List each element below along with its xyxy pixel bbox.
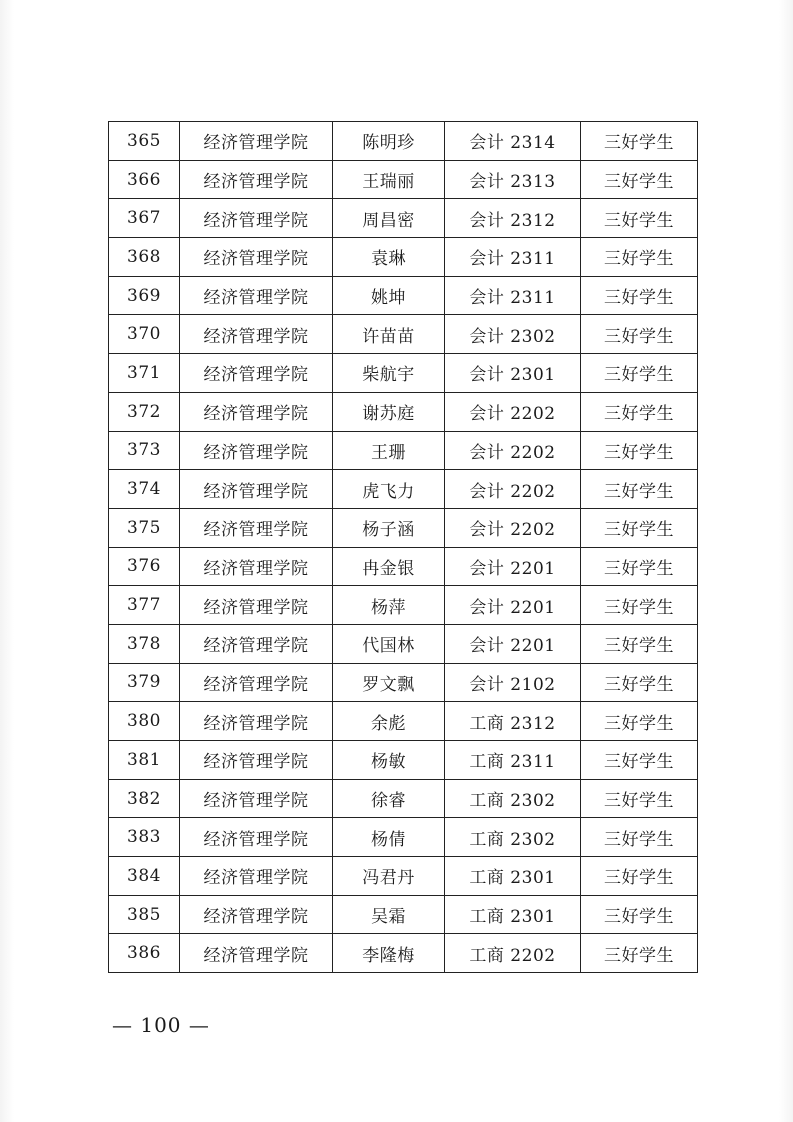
class-cell: 会计 2202 — [445, 431, 581, 470]
table-row — [109, 895, 698, 934]
row-number-cell: 373 — [109, 431, 180, 470]
student-name-cell: 王瑞丽 — [333, 160, 445, 199]
table-row — [109, 818, 698, 857]
class-cell: 工商 2302 — [445, 779, 581, 818]
class-cell: 会计 2201 — [445, 624, 581, 663]
table-row — [109, 315, 698, 354]
student-name-cell: 袁琳 — [333, 238, 445, 277]
row-number-cell: 383 — [109, 818, 180, 857]
student-name-cell: 罗文飘 — [333, 663, 445, 702]
award-cell: 三好学生 — [581, 354, 698, 393]
table-row — [109, 702, 698, 741]
student-name-cell: 周昌密 — [333, 199, 445, 238]
award-cell: 三好学生 — [581, 895, 698, 934]
row-number-cell: 369 — [109, 276, 180, 315]
college-cell: 经济管理学院 — [180, 895, 333, 934]
row-number-cell: 370 — [109, 315, 180, 354]
student-name-cell: 冉金银 — [333, 547, 445, 586]
award-cell: 三好学生 — [581, 160, 698, 199]
student-award-table — [108, 121, 698, 973]
college-cell: 经济管理学院 — [180, 199, 333, 238]
award-cell: 三好学生 — [581, 547, 698, 586]
award-cell: 三好学生 — [581, 818, 698, 857]
row-number-cell: 381 — [109, 741, 180, 780]
row-number-cell: 384 — [109, 857, 180, 896]
table-row — [109, 547, 698, 586]
award-cell: 三好学生 — [581, 586, 698, 625]
student-name-cell: 姚坤 — [333, 276, 445, 315]
college-cell: 经济管理学院 — [180, 470, 333, 509]
table-row — [109, 276, 698, 315]
class-cell: 工商 2311 — [445, 741, 581, 780]
college-cell: 经济管理学院 — [180, 392, 333, 431]
student-name-cell: 虎飞力 — [333, 470, 445, 509]
award-cell: 三好学生 — [581, 238, 698, 277]
student-name-cell: 杨子涵 — [333, 508, 445, 547]
class-cell: 会计 2314 — [445, 122, 581, 161]
award-cell: 三好学生 — [581, 199, 698, 238]
table-row — [109, 857, 698, 896]
class-cell: 工商 2301 — [445, 857, 581, 896]
student-name-cell: 吴霜 — [333, 895, 445, 934]
award-cell: 三好学生 — [581, 276, 698, 315]
student-name-cell: 李隆梅 — [333, 934, 445, 973]
student-name-cell: 冯君丹 — [333, 857, 445, 896]
college-cell: 经济管理学院 — [180, 160, 333, 199]
class-cell: 会计 2202 — [445, 470, 581, 509]
award-cell: 三好学生 — [581, 741, 698, 780]
table-row — [109, 934, 698, 973]
row-number-cell: 365 — [109, 122, 180, 161]
row-number-cell: 380 — [109, 702, 180, 741]
student-name-cell: 余彪 — [333, 702, 445, 741]
student-name-cell: 徐睿 — [333, 779, 445, 818]
row-number-cell: 368 — [109, 238, 180, 277]
class-cell: 会计 2202 — [445, 508, 581, 547]
table-row — [109, 160, 698, 199]
award-cell: 三好学生 — [581, 779, 698, 818]
row-number-cell: 385 — [109, 895, 180, 934]
college-cell: 经济管理学院 — [180, 663, 333, 702]
table-row — [109, 586, 698, 625]
college-cell: 经济管理学院 — [180, 547, 333, 586]
class-cell: 会计 2202 — [445, 392, 581, 431]
row-number-cell: 382 — [109, 779, 180, 818]
college-cell: 经济管理学院 — [180, 818, 333, 857]
college-cell: 经济管理学院 — [180, 624, 333, 663]
table-row — [109, 741, 698, 780]
award-cell: 三好学生 — [581, 392, 698, 431]
table-row — [109, 470, 698, 509]
award-table-body — [109, 122, 698, 973]
college-cell: 经济管理学院 — [180, 586, 333, 625]
college-cell: 经济管理学院 — [180, 431, 333, 470]
college-cell: 经济管理学院 — [180, 779, 333, 818]
row-number-cell: 377 — [109, 586, 180, 625]
table-row — [109, 508, 698, 547]
class-cell: 会计 2102 — [445, 663, 581, 702]
row-number-cell: 366 — [109, 160, 180, 199]
row-number-cell: 378 — [109, 624, 180, 663]
student-name-cell: 许苗苗 — [333, 315, 445, 354]
table-row — [109, 779, 698, 818]
student-name-cell: 杨萍 — [333, 586, 445, 625]
student-name-cell: 谢苏庭 — [333, 392, 445, 431]
row-number-cell: 375 — [109, 508, 180, 547]
college-cell: 经济管理学院 — [180, 702, 333, 741]
award-cell: 三好学生 — [581, 857, 698, 896]
class-cell: 会计 2201 — [445, 586, 581, 625]
award-cell: 三好学生 — [581, 624, 698, 663]
class-cell: 工商 2302 — [445, 818, 581, 857]
page-number: — 100 — — [112, 1013, 210, 1037]
college-cell: 经济管理学院 — [180, 741, 333, 780]
row-number-cell: 379 — [109, 663, 180, 702]
class-cell: 工商 2312 — [445, 702, 581, 741]
row-number-cell: 371 — [109, 354, 180, 393]
table-row — [109, 199, 698, 238]
class-cell: 会计 2311 — [445, 276, 581, 315]
row-number-cell: 386 — [109, 934, 180, 973]
college-cell: 经济管理学院 — [180, 122, 333, 161]
student-name-cell: 陈明珍 — [333, 122, 445, 161]
student-name-cell: 代国林 — [333, 624, 445, 663]
college-cell: 经济管理学院 — [180, 238, 333, 277]
row-number-cell: 374 — [109, 470, 180, 509]
table-row — [109, 122, 698, 161]
table-row — [109, 238, 698, 277]
table-row — [109, 624, 698, 663]
class-cell: 工商 2202 — [445, 934, 581, 973]
student-name-cell: 杨倩 — [333, 818, 445, 857]
college-cell: 经济管理学院 — [180, 276, 333, 315]
student-name-cell: 柴航宇 — [333, 354, 445, 393]
class-cell: 会计 2201 — [445, 547, 581, 586]
college-cell: 经济管理学院 — [180, 857, 333, 896]
award-cell: 三好学生 — [581, 431, 698, 470]
college-cell: 经济管理学院 — [180, 354, 333, 393]
college-cell: 经济管理学院 — [180, 315, 333, 354]
college-cell: 经济管理学院 — [180, 508, 333, 547]
student-name-cell: 杨敏 — [333, 741, 445, 780]
class-cell: 工商 2301 — [445, 895, 581, 934]
class-cell: 会计 2301 — [445, 354, 581, 393]
table-row — [109, 431, 698, 470]
award-cell: 三好学生 — [581, 315, 698, 354]
award-cell: 三好学生 — [581, 470, 698, 509]
award-cell: 三好学生 — [581, 122, 698, 161]
award-cell: 三好学生 — [581, 702, 698, 741]
table-row — [109, 354, 698, 393]
student-name-cell: 王珊 — [333, 431, 445, 470]
class-cell: 会计 2302 — [445, 315, 581, 354]
table-row — [109, 392, 698, 431]
award-cell: 三好学生 — [581, 508, 698, 547]
college-cell: 经济管理学院 — [180, 934, 333, 973]
class-cell: 会计 2312 — [445, 199, 581, 238]
award-cell: 三好学生 — [581, 663, 698, 702]
award-cell: 三好学生 — [581, 934, 698, 973]
row-number-cell: 376 — [109, 547, 180, 586]
class-cell: 会计 2311 — [445, 238, 581, 277]
row-number-cell: 367 — [109, 199, 180, 238]
table-row — [109, 663, 698, 702]
row-number-cell: 372 — [109, 392, 180, 431]
class-cell: 会计 2313 — [445, 160, 581, 199]
